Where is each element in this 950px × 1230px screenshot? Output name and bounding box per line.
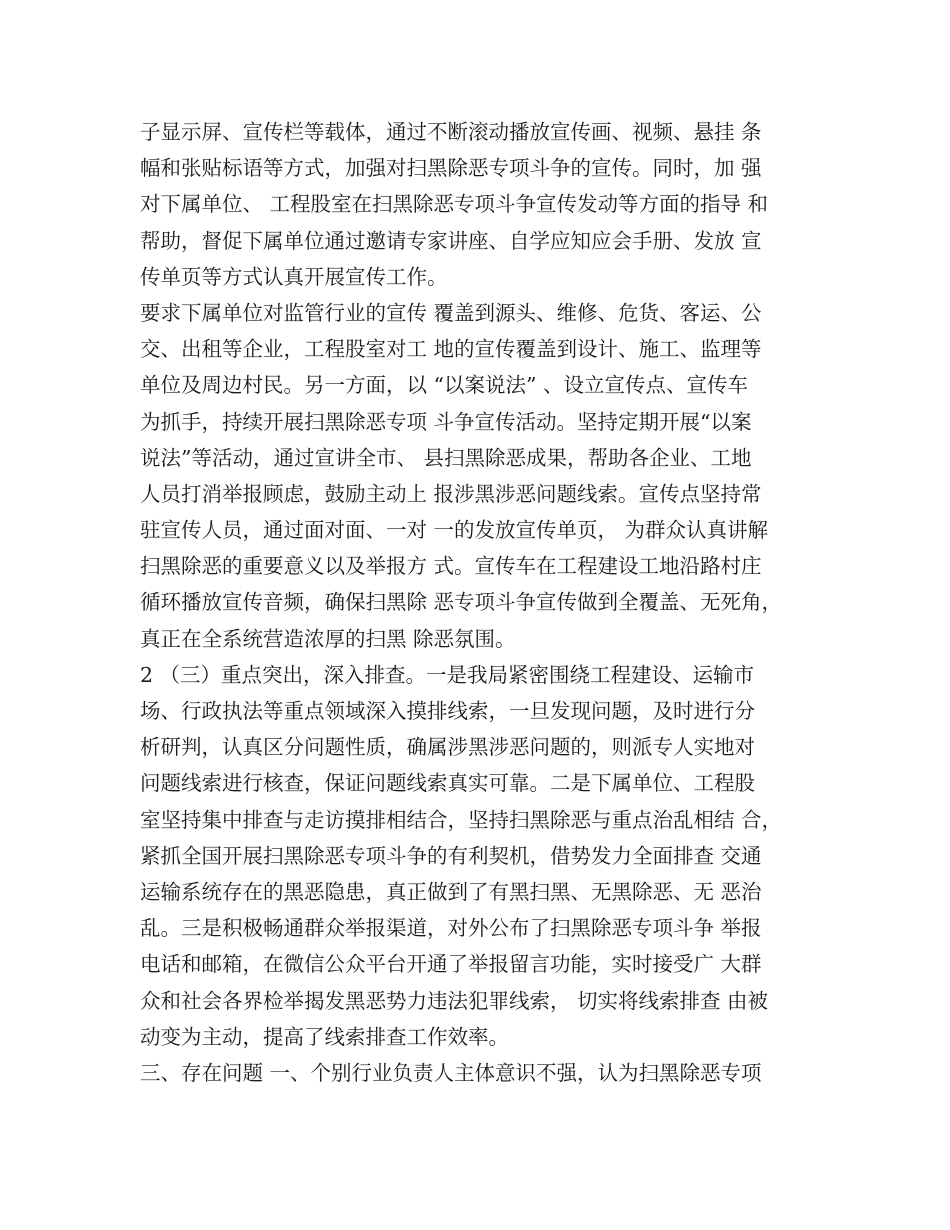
text-line-10: 说法”等活动，通过宣讲全市、 县扫黑除恶成果，帮助各企业、工地 [140, 445, 752, 470]
text-line-16: 2 （三）重点突出，深入排查。一是我局紧密围绕工程建设、运输市 [140, 662, 755, 687]
text-line-8: 单位及周边村民。另一方面，以 “以案说法” 、设立宣传点、宣传车 [140, 373, 748, 398]
text-line-25: 众和社会各界检举揭发黑恶势力违法犯罪线索， 切实将线索排查 由被 [140, 988, 769, 1013]
text-line-11: 人员打消举报顾虑，鼓励主动上 报涉黑涉恶问题线索。宣传点坚持常 [140, 481, 762, 506]
text-line-5: 传单页等方式认真开展宣传工作。 [140, 264, 448, 289]
text-line-23: 乱。三是积极畅通群众举报渠道，对外公布了扫黑除恶专项斗争 举报 [140, 916, 762, 941]
text-line-27: 三、存在问题 一、个别行业负责人主体意识不强，认为扫黑除恶专项 [140, 1060, 762, 1085]
text-line-17: 场、行政执法等重点领域深入摸排线索，一旦发现问题，及时进行分 [140, 699, 755, 723]
text-line-1: 子显示屏、宣传栏等载体，通过不断滚动播放宣传画、视频、悬挂 条 [140, 120, 762, 144]
text-line-22: 运输系统存在的黑恶隐患，真正做到了有黑扫黑、无黑除恶、无 恶治 [140, 879, 762, 904]
text-line-14: 循环播放宣传音频，确保扫黑除 恶专项斗争宣传做到全覆盖、无死角， [140, 590, 783, 615]
text-line-20: 室坚持集中排查与走访摸排相结合，坚持扫黑除恶与重点治乱相结 合， [140, 807, 783, 832]
text-line-6: 要求下属单位对监管行业的宣传 覆盖到源头、维修、危货、客运、公 [140, 300, 762, 325]
text-line-7: 交、出租等企业，工程股室对工 地的宣传覆盖到设计、施工、监理等 [140, 337, 762, 362]
text-line-15: 真正在全系统营造浓厚的扫黑 除恶氛围。 [140, 626, 516, 651]
text-line-18: 析研判，认真区分问题性质，确属涉黑涉恶问题的，则派专人实地对 [140, 735, 755, 760]
text-line-4: 帮助，督促下属单位通过邀请专家讲座、自学应知应会手册、发放 宣 [140, 228, 762, 253]
text-line-12: 驻宣传人员，通过面对面、一对 一的发放宣传单页， 为群众认真讲解 [140, 518, 769, 543]
text-line-13: 扫黑除恶的重要意义以及举报方 式。宣传车在工程建设工地沿路村庄 [140, 554, 762, 579]
text-line-19: 问题线索进行核查，保证问题线索真实可靠。二是下属单位、工程股 [140, 771, 755, 796]
body-text [140, 114, 840, 1091]
text-line-3: 对下属单位、 工程股室在扫黑除恶专项斗争宣传发动等方面的指导 和 [140, 192, 769, 217]
text-line-9: 为抓手，持续开展扫黑除恶专项 斗争宣传活动。坚持定期开展“以案 [140, 409, 752, 434]
text-line-21: 紧抓全国开展扫黑除恶专项斗争的有利契机，借势发力全面排查 交通 [140, 843, 762, 868]
text-line-2: 幅和张贴标语等方式，加强对扫黑除恶专项斗争的宣传。同时，加 强 [140, 156, 762, 181]
text-line-26: 动变为主动，提高了线索排查工作效率。 [140, 1024, 509, 1049]
text-line-24: 电话和邮箱，在微信公众平台开通了举报留言功能，实时接受广 大群 [140, 952, 762, 977]
